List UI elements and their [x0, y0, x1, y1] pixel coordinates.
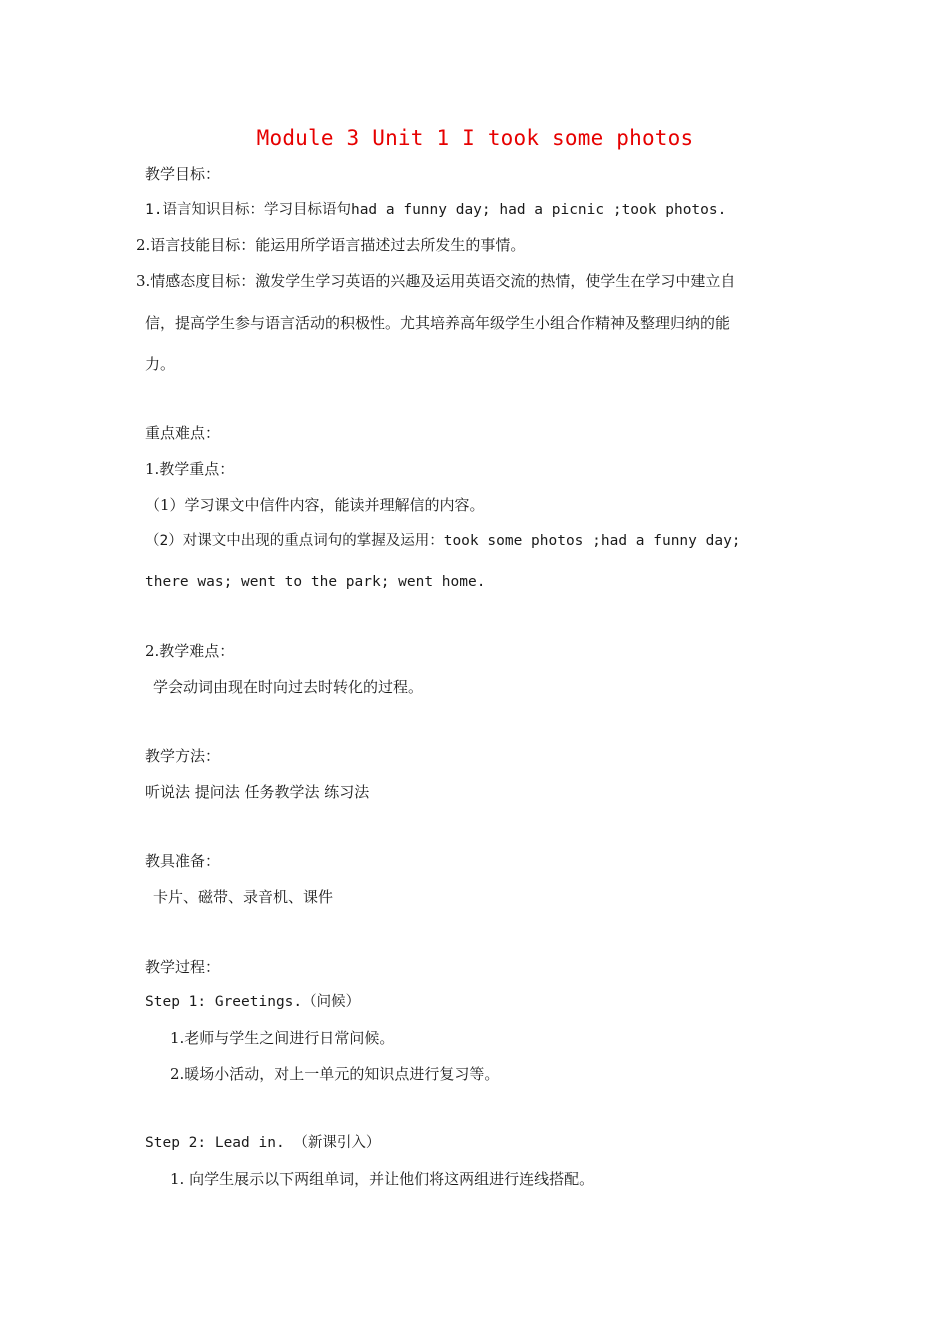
step-1-item-2: 2.暖场小活动，对上一单元的知识点进行复习等。	[170, 1065, 500, 1083]
difficulty-heading: 2.教学难点：	[145, 642, 235, 660]
objective-item-3-line-2: 信，提高学生参与语言活动的积极性。尤其培养高年级学生小组合作精神及整理归纳的能	[145, 314, 731, 332]
objectives-heading: 教学目标：	[145, 165, 221, 183]
materials-list: 卡片、磁带、录音机、课件	[153, 888, 334, 906]
process-heading: 教学过程：	[145, 958, 221, 976]
methods-list: 听说法 提问法 任务教学法 练习法	[145, 783, 370, 801]
objective-item-1: 1.语言知识目标：学习目标语句had a funny day; had a picnic ;took photos.	[145, 202, 727, 218]
materials-heading: 教具准备：	[145, 852, 221, 870]
methods-heading: 教学方法：	[145, 747, 221, 765]
document-title: Module 3 Unit 1 I took some photos	[256, 126, 694, 150]
objective-item-2: 2.语言技能目标：能运用所学语言描述过去所发生的事情。	[136, 236, 526, 254]
objective-item-3-line-1: 3.情感态度目标：激发学生学习英语的兴趣及运用英语交流的热情，使学生在学习中建立自	[136, 272, 736, 290]
focus-item-1: （1）学习课文中信件内容，能读并理解信的内容。	[145, 496, 485, 514]
focus-heading: 1.教学重点：	[145, 460, 235, 478]
focus-item-2-line-1: （2）对课文中出现的重点词句的掌握及运用：took some photos ;had a funny day;	[145, 533, 741, 549]
objective-item-3-line-3: 力。	[145, 355, 176, 373]
step-1-item-1: 1.老师与学生之间进行日常问候。	[170, 1029, 395, 1047]
step-2-item-1: 1. 向学生展示以下两组单词，并让他们将这两组进行连线搭配。	[170, 1170, 595, 1188]
step-2-title: Step 2: Lead in. （新课引入）	[145, 1135, 381, 1151]
difficulty-item-1: 学会动词由现在时向过去时转化的过程。	[153, 678, 424, 696]
step-1-title: Step 1: Greetings.（问候）	[145, 994, 361, 1010]
key-points-heading: 重点难点：	[145, 424, 221, 442]
focus-item-2-line-2: there was; went to the park; went home.	[145, 574, 486, 590]
